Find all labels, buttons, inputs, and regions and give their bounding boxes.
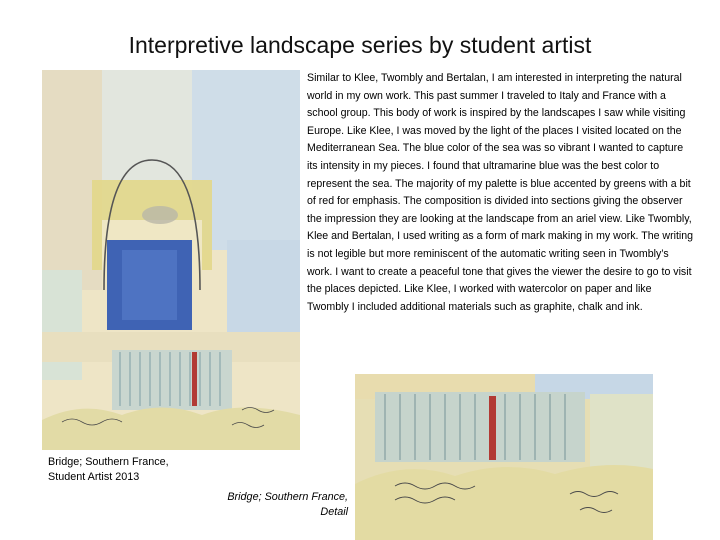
caption-detail-painting xyxy=(216,490,348,520)
caption-main-painting xyxy=(48,455,208,485)
caption-detail-line2: Detail xyxy=(320,506,348,518)
artist-statement: Similar to Klee, Twombly and Bertalan, I am interested in interpreting the natural world in my own work. This past summer I traveled to Italy and France with a school group. This body of work is inspired by the landscapes I saw while visiting Europe. Like Klee, I was moved by the light of the places I visited located on the Mediterranean Sea. The blue color of the sea was so vibrant I wanted to capture its intensity in my pieces. I found that ultramarine blue was the best color to represent the sea. The majority of my palette is blue accented by greens with a bit of red for emphasis. The composition is divided into sections giving the observer the impression they are looking at the landscape from an ariel view. Like Twombly, Klee and Bertalan, I used writing as a form of mark making in my work. The writing is not legible but more reminiscent of the automatic writing seen in Twombly’s work. I want to create a peaceful tone that gives the viewer the desire to go to visit the places depicted. Like Klee, I worked with watercolor on paper and like Twombly I included additional materials such as graphite, chalk and ink. xyxy=(307,72,694,313)
caption-main-line1: Bridge; Southern France, xyxy=(48,456,169,468)
painting-detail-artwork xyxy=(355,374,653,540)
painting-main xyxy=(42,70,300,450)
painting-detail xyxy=(355,374,653,540)
painting-main-artwork xyxy=(42,70,300,450)
caption-detail-line1: Bridge; Southern France, xyxy=(227,491,348,503)
caption-main-line2: Student Artist 2013 xyxy=(48,471,140,483)
slide-title: Interpretive landscape series by student artist xyxy=(128,32,592,58)
